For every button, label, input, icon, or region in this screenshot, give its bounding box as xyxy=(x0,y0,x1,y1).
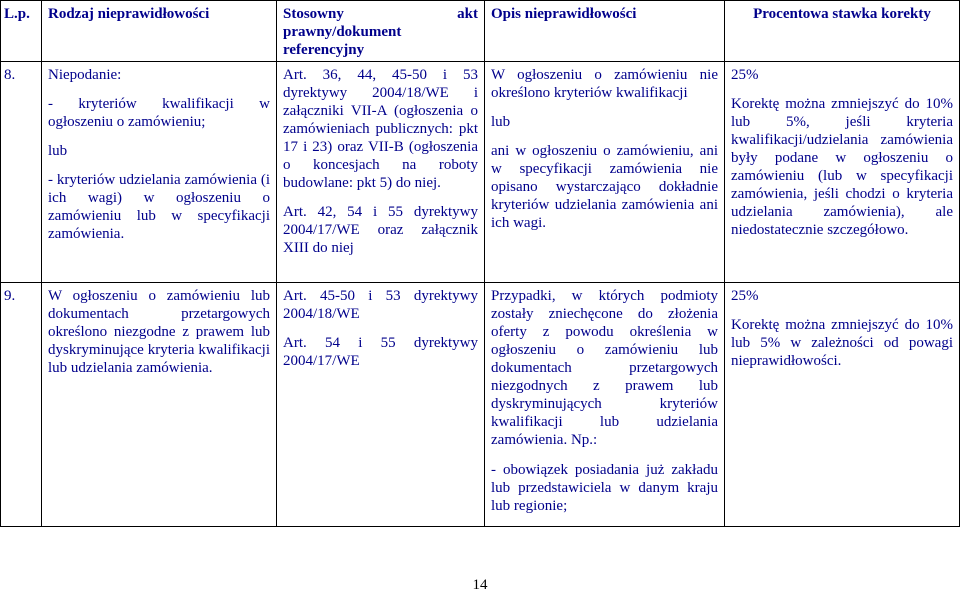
header-akt-line2: prawny/dokument xyxy=(283,24,402,40)
row-9-opis xyxy=(485,283,725,527)
header-stawka: Procentowa stawka korekty xyxy=(725,1,960,62)
row-8-rodzaj xyxy=(42,62,277,283)
row-8-opis-p3: ani w ogłoszeniu o zamówieniu, ani w specyfikacji zamówienia nie opisano wystarczająco dokładnie kryteriów udzielania zamówienia ani ich wagi. xyxy=(491,143,718,231)
row-8-rodzaj-p2: - kryteriów kwalifikacji w ogłoszeniu o zamówieniu; xyxy=(48,96,270,130)
row-9-akt xyxy=(277,283,485,527)
table-row xyxy=(1,283,960,527)
header-lp: L.p. xyxy=(1,1,42,62)
row-9-rodzaj-p1: W ogłoszeniu o zamówieniu lub dokumentach przetargowych określono niezgodne z prawem lub dyskryminujące kryteria kwalifikacji lub udzielania zamówienia. xyxy=(48,288,270,376)
row-8-akt-p1: Art. 36, 44, 45-50 i 53 dyrektywy 2004/18/WE i załączniki VII-A (ogłoszenia o zamówieniach publicznych: pkt 17 i 23) oraz VII-B (ogłoszenia o koncesjach na roboty budowlane: pkt 5) do niej. xyxy=(283,67,478,191)
row-9-stawka-p2: Korektę można zmniejszyć do 10% lub 5% w zależności od powagi nieprawidłowości. xyxy=(731,317,953,369)
row-8-akt-p2: Art. 42, 54 i 55 dyrektywy 2004/17/WE oraz załącznik XIII do niej xyxy=(283,204,478,256)
header-akt-line1: Stosowny xyxy=(283,6,344,22)
row-9-opis-p2: - obowiązek posiadania już zakładu lub przedstawiciela w danym kraju lub regionie; xyxy=(491,462,718,514)
row-9-akt-p1: Art. 45-50 i 53 dyrektywy 2004/18/WE xyxy=(283,288,478,322)
row-9-stawka-p1: 25% xyxy=(731,288,759,304)
row-9-stawka xyxy=(725,283,960,527)
row-9-rodzaj xyxy=(42,283,277,527)
row-8-stawka-p1: 25% xyxy=(731,67,759,83)
row-8-opis-p1: W ogłoszeniu o zamówieniu nie określono kryteriów kwalifikacji xyxy=(491,67,718,101)
table-header-row xyxy=(1,1,960,62)
row-9-lp: 9. xyxy=(1,283,42,527)
row-9-opis-p1: Przypadki, w których podmioty zostały zniechęcone do złożenia oferty z powodu określenia w ogłoszeniu o zamówieniu lub dokumentach przetargowych niezgodnych z prawem lub dyskryminujących kryteriów kwalifikacji lub udzielania zamówienia. Np.: xyxy=(491,288,718,448)
row-8-lp: 8. xyxy=(1,62,42,283)
header-akt xyxy=(277,1,485,62)
header-akt-line3: referencyjny xyxy=(283,42,365,58)
row-8-opis-p2: lub xyxy=(491,114,511,130)
table-row xyxy=(1,62,960,283)
header-rodzaj: Rodzaj nieprawidłowości xyxy=(42,1,277,62)
header-akt-word: akt xyxy=(457,6,478,22)
row-8-akt xyxy=(277,62,485,283)
header-opis: Opis nieprawidłowości xyxy=(485,1,725,62)
row-8-rodzaj-p4: - kryteriów udzielania zamówienia (i ich wagi) w ogłoszeniu o zamówieniu lub w specyfikacji zamówienia. xyxy=(48,172,270,242)
row-9-akt-p2: Art. 54 i 55 dyrektywy 2004/17/WE xyxy=(283,335,478,369)
row-8-rodzaj-p3: lub xyxy=(48,143,68,159)
row-8-rodzaj-p1: Niepodanie: xyxy=(48,67,122,83)
row-8-opis xyxy=(485,62,725,283)
row-8-stawka-p2: Korektę można zmniejszyć do 10% lub 5%, jeśli kryteria kwalifikacji/udzielania zamówienia były podane w ogłoszeniu o zamówieniu (lub w specyfikacji zamówienia, jeśli chodzi o kryteria udzielania zamówienia), ale niedostatecznie szczegółowo. xyxy=(731,96,953,238)
page-number: 14 xyxy=(472,577,488,593)
row-8-stawka xyxy=(725,62,960,283)
